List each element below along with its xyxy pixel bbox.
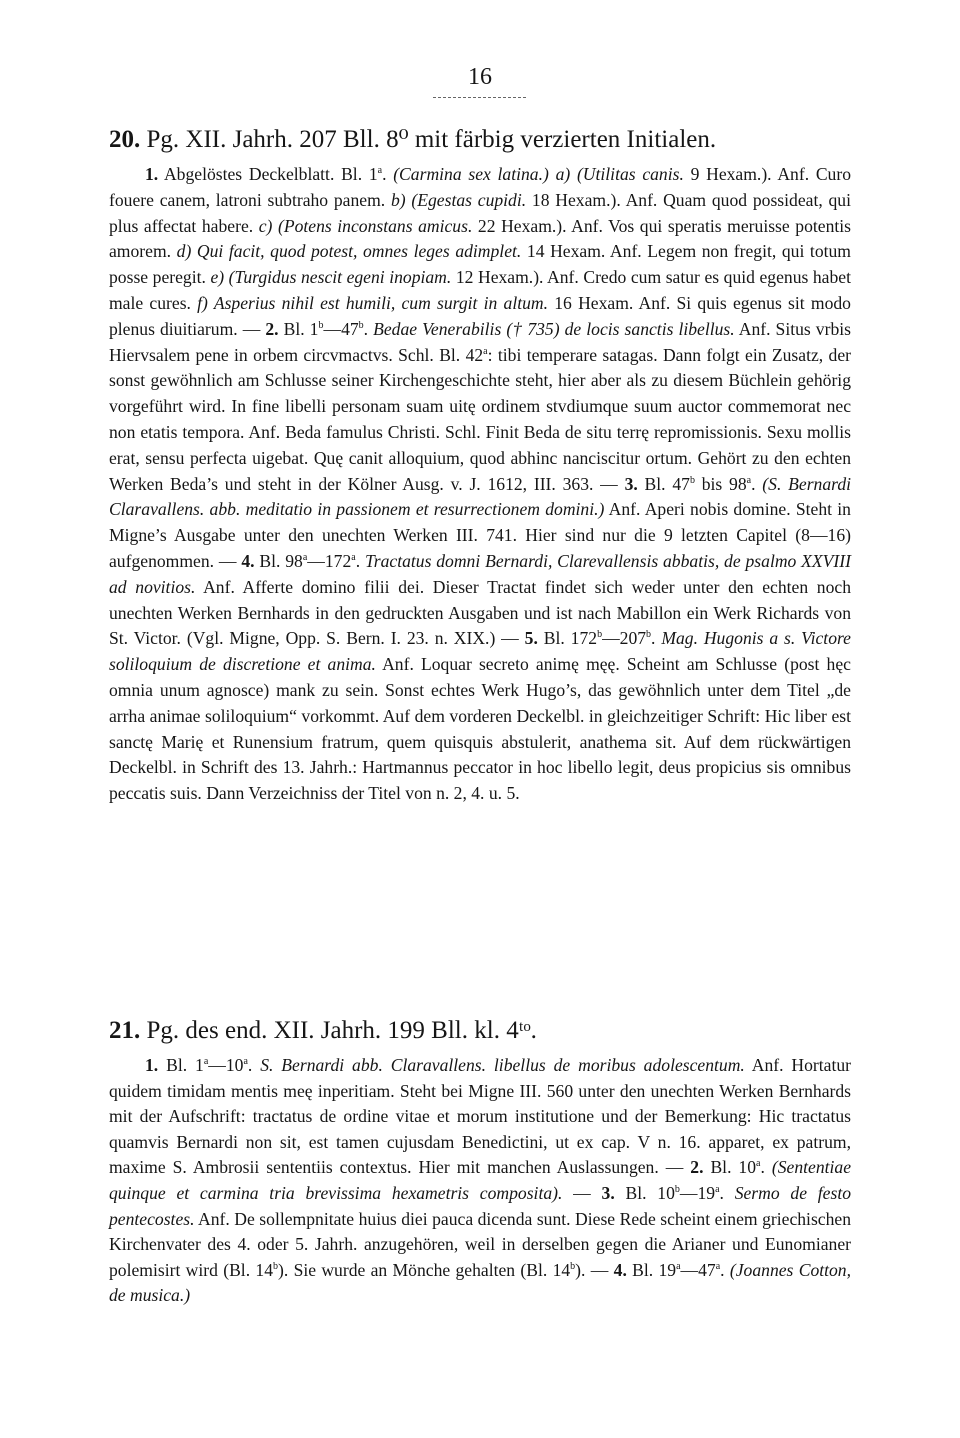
item-number: 5. bbox=[524, 628, 538, 649]
folio-side: a bbox=[676, 1260, 681, 1272]
text-run: Bl. 10 bbox=[703, 1157, 757, 1178]
text-run: 18 Hexam.). Anf. Quam quod possideat, qui plus affectat habere. bbox=[109, 189, 851, 236]
work-title: d) Qui facit, quod potest, omnes leges adimplet. bbox=[176, 241, 522, 262]
text-run: . bbox=[760, 1157, 772, 1178]
text-run: . bbox=[382, 164, 394, 184]
item-number: 2. bbox=[690, 1157, 704, 1178]
item-number: 3. bbox=[601, 1182, 615, 1203]
folio-side: a bbox=[715, 1184, 720, 1196]
item-number: 2. bbox=[265, 318, 279, 339]
work-title: (S. Bernardi Claravallens. abb. meditatio in passionem et resurrectionem domini.) bbox=[109, 473, 852, 520]
text-run: . bbox=[751, 473, 763, 494]
text-run: . bbox=[720, 1259, 730, 1280]
folio-side: a bbox=[746, 474, 752, 486]
text-run: 9 Hexam.). Anf. Curo fouere canem, latroni subtraho panem. bbox=[109, 164, 852, 210]
catalog-entry-21 bbox=[109, 1011, 851, 1309]
text-run: . bbox=[719, 1182, 735, 1203]
work-title: Sermo de festo pentecostes. bbox=[109, 1182, 852, 1229]
work-title: c) (Potens inconstans amicus. bbox=[258, 215, 473, 236]
work-title: (Carmina sex latina.) a) (Utilitas canis. bbox=[393, 164, 684, 184]
text-run: ). Sie wurde an Mönche gehalten (Bl. 14 bbox=[278, 1259, 571, 1280]
text-run: 22 Hexam.). Anf. Vos qui speratis meruisse potentis amorem. bbox=[109, 215, 851, 262]
folio-side: a bbox=[715, 1260, 721, 1272]
text-run: ). — bbox=[575, 1259, 614, 1280]
text-run: Bl. 47 bbox=[637, 473, 690, 494]
folio-side: b bbox=[318, 319, 324, 331]
work-title: Mag. Hugonis a s. Victore soliloquium de discretione et anima. bbox=[109, 628, 851, 675]
text-run: Anf. Hortatur quidem timidam mentis meę inperitiam. Steht bei Migne III. 560 unter den unechten Werken Bernhards mit der Aufschrift: tractatus de ordine vitae et morum institutione und der Bemerkung: Hic tractatus quamvis Bernardi non sit, est tamen cujusdam Benedictini, ut ex cap. V n. 16. apparet, ex patrum, maxime S. Ambrosii sententiis contextus. Hier mit manchen Auslassungen. — bbox=[109, 1055, 852, 1178]
text-run: Abgelöstes Deckelblatt. Bl. 1 bbox=[158, 164, 378, 184]
text-run: : tibi temperare satagas. Dann folgt ein Zusatz, der sonst gewöhnlich am Schlusse seiner Kirchengeschichte steht, hier aber als zu diesem Büchlein gehörig vorgeführt wird. In fine libelli personam suam uitę ordinem stvdiumque suum auctor commemorat nec non etatis tempora. Anf. Beda famulus Christi. Schl. Finit Beda de situ terrę repromissionis. Sexu mollis erat, sensu perfecta uigebat. Quę canit alloquium, quod abhinc nanciscitur ortum. Gehört zu den echten Werken Beda’s und steht in der Kölner Ausg. v. J. 1612, III. 363. — bbox=[109, 344, 851, 494]
folio-side: a bbox=[756, 1158, 761, 1170]
text-run: —47 bbox=[680, 1259, 716, 1280]
text-run: Anf. Aperi nobis domine. Steht in Migne’s Ausgabe unter den unechten Werken III. 741. Hier sind nur die 9 letzten Capitel (8—16) aufgenommen. — bbox=[109, 499, 851, 571]
text-run: Bl. 1 bbox=[278, 318, 319, 339]
folio-side: b bbox=[570, 1260, 576, 1272]
text-run: . bbox=[651, 628, 662, 649]
text-run: Anf. Situs vrbis Hiervsalem pene in orbem circvmactvs. Schl. Bl. 42 bbox=[109, 318, 851, 365]
text-run: 14 Hexam. Anf. Legem non fregit, qui totum posse peregit. bbox=[109, 241, 851, 288]
entry-body bbox=[109, 162, 851, 807]
text-run: Bl. 19 bbox=[626, 1259, 677, 1280]
text-run: Bl. 10 bbox=[614, 1182, 675, 1203]
item-number: 4. bbox=[613, 1259, 627, 1280]
item-number: 3. bbox=[624, 473, 638, 494]
text-run: 12 Hexam.). Anf. Credo cum satur es quid egenus habet male cures. bbox=[109, 267, 851, 313]
folio-side: a bbox=[243, 1056, 248, 1068]
text-run: Anf. Afferte domino filii dei. Dieser Tractat findet sich weder unter den echten noch unechten Werken Bernhards in den gedruckten Ausgaben und ist nach Mabillon ein Werk Richards von St. Victor. (Vgl. Migne, Opp. S. Bern. I. 23. n. XIX.) — bbox=[109, 576, 851, 649]
text-run: bis 98 bbox=[694, 473, 747, 494]
work-title: S. Bernardi abb. Claravallens. libellus de moribus adolescentum. bbox=[260, 1055, 745, 1075]
text-run: Anf. De sollempnitate huius diei pauca dicenda sunt. Diese Rede scheint einem griechischen Kirchenvater des 4. oder 5. Jahrh. anzugehören, weil in derselben gegen die Arianer und Eunomianer polemisirt wird (Bl. 14 bbox=[109, 1208, 851, 1280]
folio-side: a bbox=[377, 165, 383, 177]
text-run: —47 bbox=[323, 318, 359, 339]
folio-side: b bbox=[689, 474, 695, 486]
text-run: Bl. 98 bbox=[254, 550, 303, 571]
work-title: f) Asperius nihil est humili, cum surgit in altum. bbox=[197, 292, 549, 313]
page-number: 16 bbox=[468, 64, 492, 90]
page-number-rule bbox=[433, 97, 526, 98]
entry-description: Pg. des end. XII. Jahrh. 199 Bll. kl. 4ᵗᵒ. bbox=[146, 1017, 537, 1044]
entry-body bbox=[109, 1053, 851, 1309]
folio-side: a bbox=[351, 552, 356, 564]
catalog-entry-20 bbox=[109, 120, 851, 807]
entry-number: 20. bbox=[109, 126, 141, 153]
text-run: —19 bbox=[679, 1182, 716, 1203]
folio-side: b bbox=[358, 319, 364, 331]
text-run: —207 bbox=[602, 628, 647, 649]
work-title: Tractatus domni Bernardi, Clarevallensis abbatis, de psalmo XXVIII ad novitios. bbox=[109, 550, 851, 597]
item-number: 1. bbox=[145, 1055, 159, 1075]
item-number: 4. bbox=[241, 550, 255, 571]
text-run: Bl. 1 bbox=[158, 1055, 204, 1075]
text-run: Anf. Loquar secreto animę męę. Scheint am Schlusse (post hęc omnia unum agnosce) mank zu sein. Sonst echtes Werk Hugo’s, das gewöhnlich unter dem Titel „de arrha animae soliloquium“ vorkommt. Auf dem vorderen Deckelbl. in gleichzeitiger Schrift: Hic liber est sanctę Marię et Runensium fratrum, quem quisquis abstulerit, anathema sit. Auf dem rückwärtigen Deckelbl. in Schrift des 13. Jahrh.: Hartmannus peccator in hoc libello legit, deus propicius sis omnibus peccatis suis. Dann Verzeichniss der Titel von n. 2, 4. u. 5. bbox=[109, 654, 851, 804]
entry-description: Pg. XII. Jahrh. 207 Bll. 8⁰ mit färbig verzierten Initialen. bbox=[146, 126, 717, 153]
folio-side: b bbox=[273, 1260, 278, 1272]
folio-side: b bbox=[674, 1184, 680, 1196]
folio-side: a bbox=[302, 552, 308, 564]
item-number: 1. bbox=[145, 164, 159, 184]
text-run: —10 bbox=[208, 1055, 244, 1075]
text-run: Bl. 172 bbox=[537, 628, 598, 649]
folio-side: a bbox=[483, 345, 488, 357]
work-title: b) (Egestas cupidi. bbox=[390, 189, 527, 210]
work-title: Bedae Venerabilis († 735) de locis sanctis libellus. bbox=[373, 318, 735, 339]
folio-side: b bbox=[646, 629, 652, 641]
entry-number: 21. bbox=[109, 1017, 141, 1044]
text-run: . bbox=[355, 550, 365, 571]
text-run: . bbox=[363, 318, 374, 339]
text-run: . bbox=[247, 1055, 261, 1075]
entry-heading bbox=[109, 120, 851, 160]
work-title: (Joannes Cotton, de musica.) bbox=[109, 1259, 852, 1306]
work-title: (Sententiae quinque et carmina tria brevissima hexametris composita). bbox=[109, 1157, 851, 1203]
folio-side: b bbox=[597, 629, 603, 641]
entry-heading bbox=[109, 1011, 851, 1051]
folio-side: a bbox=[203, 1056, 209, 1068]
text-run: 16 Hexam. Anf. Si quis egenus sit modo plenus diuitiarum. — bbox=[109, 292, 851, 339]
work-title: e) (Turgidus nescit egeni inopiam. bbox=[210, 267, 452, 288]
text-run: — bbox=[562, 1182, 602, 1203]
text-run: —172 bbox=[307, 550, 352, 571]
